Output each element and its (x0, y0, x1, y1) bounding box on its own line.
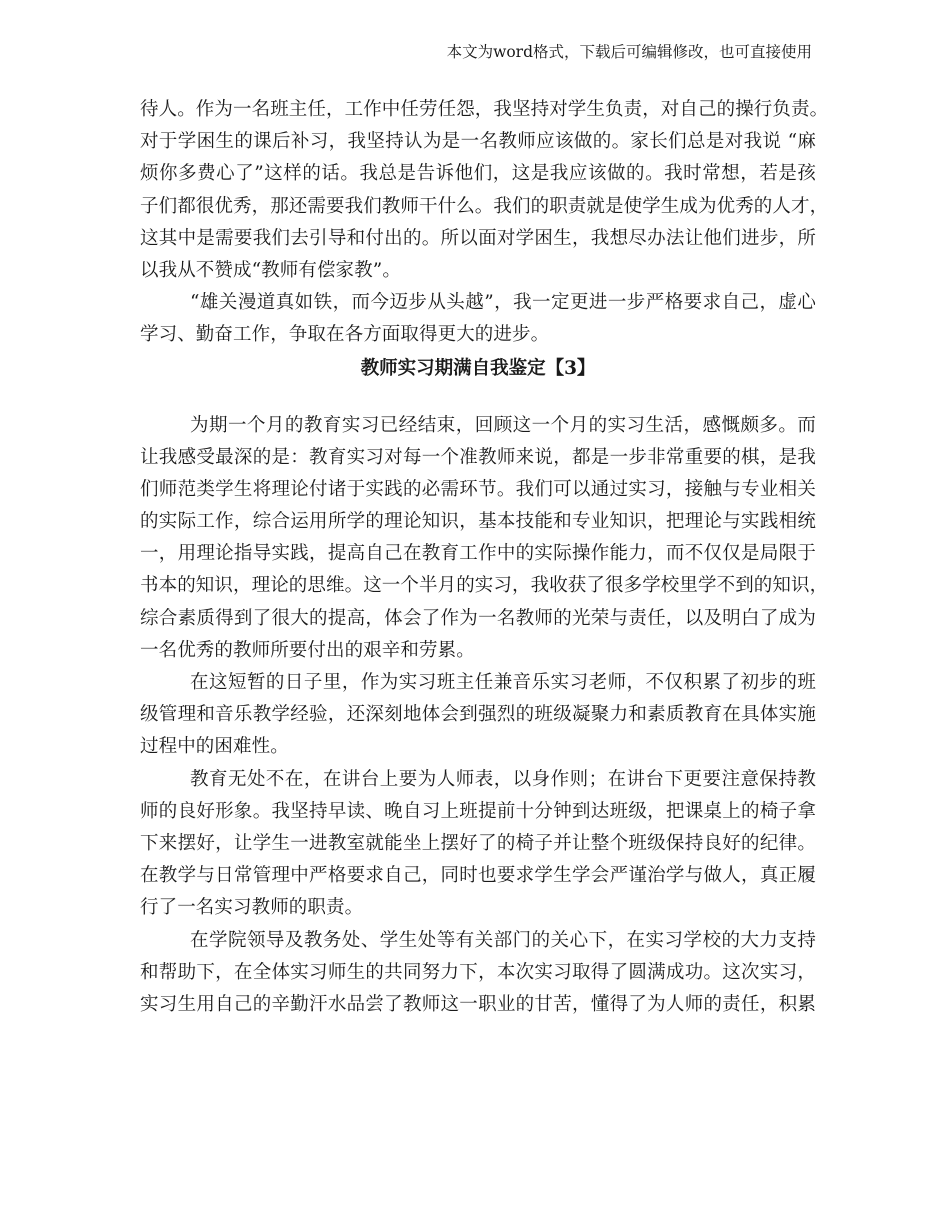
text-line: 子们都很优秀，那还需要我们教师干什么。我们的职责就是使学生成为优秀的人才， (140, 195, 829, 217)
text-line: 综合素质得到了很大的提高，体会了作为一名教师的光荣与责任，以及明白了成为 (140, 607, 816, 629)
paragraph (140, 764, 816, 925)
paragraph (140, 410, 829, 668)
document-body (140, 94, 829, 1021)
text-line: 过程中的困难性。 (140, 736, 289, 758)
header-note: 本文为word格式，下载后可编辑修改，也可直接使用 (446, 43, 812, 61)
paragraph (140, 925, 816, 1022)
text-line: 下来摆好，让学生一进教室就能坐上摆好了的椅子并让整个班级保持良好的纪律。 (140, 832, 816, 854)
text-line: 实习生用自己的辛勤汗水品尝了教师这一职业的甘苦，懂得了为人师的责任，积累 (140, 993, 816, 1015)
text-line: 待人。作为一名班主任，工作中任劳任怨，我坚持对学生负责，对自己的操行负责。 (140, 99, 829, 120)
paragraph (140, 667, 816, 764)
paragraph (140, 287, 816, 351)
text-line: 对于学困生的课后补习，我坚持认为是一名教师应该做的。家长们总是对我说 “麻 (140, 131, 816, 153)
text-line: 为期一个月的教育实习已经结束，回顾这一个月的实习生活，感慨颇多。而 (190, 414, 816, 436)
text-line: 一，用理论指导实践，提高自己在教育工作中的实际操作能力，而不仅仅是局限于 (140, 543, 816, 565)
text-line: 这其中是需要我们去引导和付出的。所以面对学困生，我想尽办法让他们进步，所 (140, 227, 816, 249)
text-line: 教育无处不在，在讲台上要为人师表，以身作则；在讲台下更要注意保持教 (190, 768, 816, 790)
paragraph (140, 94, 829, 287)
text-line: 在学院领导及教务处、学生处等有关部门的关心下，在实习学校的大力支持 (190, 929, 816, 951)
text-line: 级管理和音乐教学经验，还深刻地体会到强烈的班级凝聚力和素质教育在具体实施 (140, 704, 816, 726)
text-line: 让我感受最深的是：教育实习对每一个准教师来说，都是一步非常重要的棋，是我 (140, 446, 816, 468)
text-line: 和帮助下，在全体实习师生的共同努力下，本次实习取得了圆满成功。这次实习， (140, 961, 816, 983)
text-line: 学习、勤奋工作，争取在各方面取得更大的进步。 (140, 324, 550, 346)
text-line: 的实际工作，综合运用所学的理论知识，基本技能和专业知识，把理论与实践相统 (140, 511, 816, 533)
text-line: 们师范类学生将理论付诸于实践的必需环节。我们可以通过实习，接触与专业相关 (140, 478, 816, 500)
text-line: 在教学与日常管理中严格要求自己，同时也要求学生学会严谨治学与做人，真正履 (140, 865, 816, 887)
section-title: 教师实习期满自我鉴定【3】 (360, 357, 596, 379)
text-line: 以我从不赞成“教师有偿家教”。 (140, 259, 401, 281)
text-line: 书本的知识，理论的思维。这一个半月的实习，我收获了很多学校里学不到的知识， (140, 575, 829, 597)
text-line: 行了一名实习教师的职责。 (140, 897, 364, 919)
text-line: “雄关漫道真如铁，而今迈步从头越”，我一定更进一步严格要求自己，虚心 (190, 292, 816, 314)
text-line: 师的良好形象。我坚持早读、晚自习上班提前十分钟到达班级，把课桌上的椅子拿 (140, 800, 816, 822)
text-line: 一名优秀的教师所要付出的艰辛和劳累。 (140, 639, 475, 661)
text-line: 在这短暂的日子里，作为实习班主任兼音乐实习老师，不仅积累了初步的班 (190, 672, 816, 693)
text-line: 烦你多费心了”这样的话。我总是告诉他们，这是我应该做的。我时常想，若是孩 (140, 163, 816, 185)
